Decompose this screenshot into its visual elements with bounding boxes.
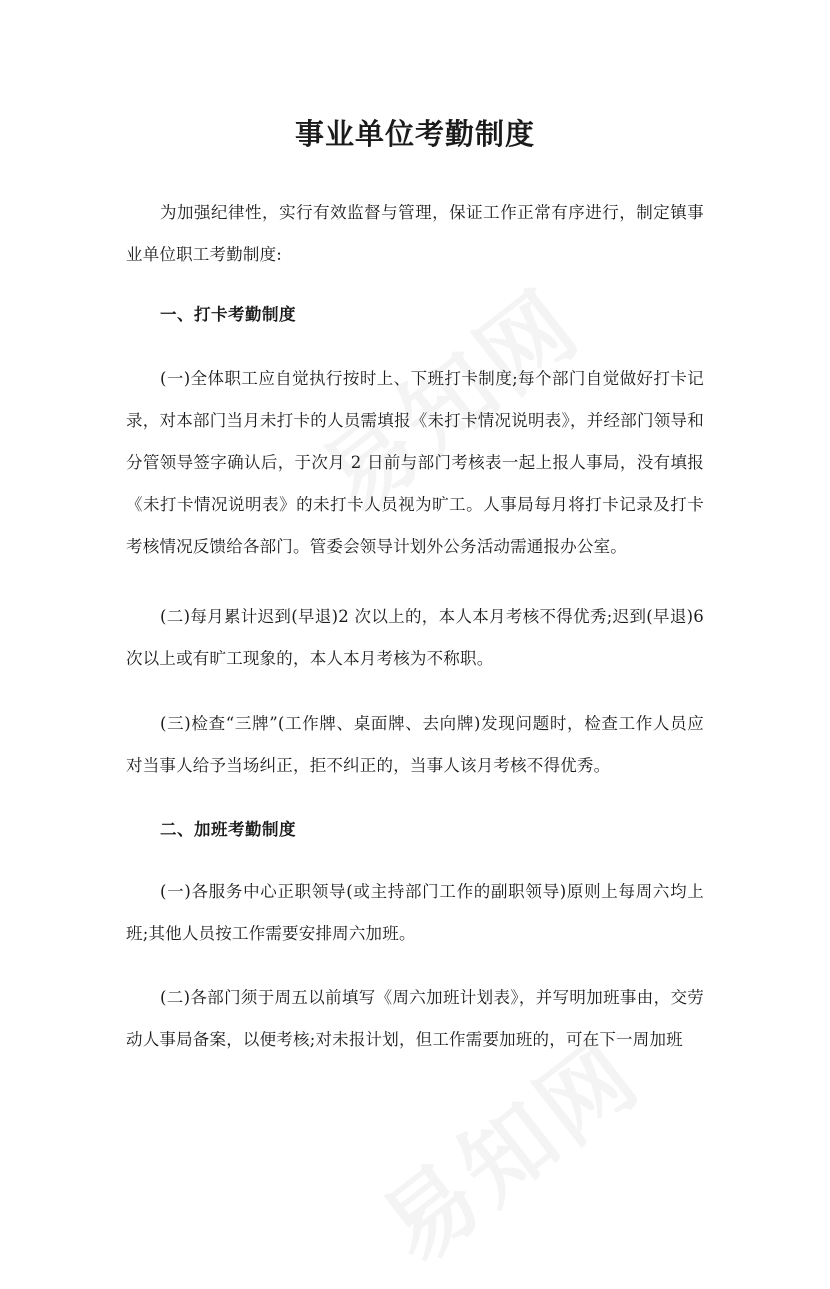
section-heading-overtime: 二、加班考勤制度 xyxy=(160,820,296,839)
paragraph: (二)每月累计迟到(早退)2 次以上的，本人本月考核不得优秀;迟到(早退)6次以上或有旷工现象的，本人本月考核为不称职。 xyxy=(126,607,704,668)
paragraph: (一)各服务中心正职领导(或主持部门工作的副职领导)原则上每周六均上班;其他人员按工作需要安排周六加班。 xyxy=(126,882,704,943)
intro-paragraph: 为加强纪律性，实行有效监督与管理，保证工作正常有序进行，制定镇事业单位职工考勤制度: xyxy=(126,203,704,264)
paragraph: (三)检查“三牌”(工作牌、桌面牌、去向牌)发现问题时，检查工作人员应对当事人给予当场纠正，拒不纠正的，当事人该月考核不得优秀。 xyxy=(126,714,704,775)
section-heading-clock-in: 一、打卡考勤制度 xyxy=(160,305,296,324)
paragraph: (二)各部门须于周五以前填写《周六加班计划表》，并写明加班事由，交劳动人事局备案，以便考核;对未报计划，但工作需要加班的，可在下一周加班 xyxy=(126,988,704,1049)
paragraph: (一)全体职工应自觉执行按时上、下班打卡制度;每个部门自觉做好打卡记录，对本部门当月未打卡的人员需填报《未打卡情况说明表》，并经部门领导和分管领导签字确认后，于次月 2 日前与部门考核表一起上报人事局，没有填报《未打卡情况说明表》的未打卡人员视为旷工。人事局每月将打卡记录及打卡考核情况反馈给各部门。管委会领导计划外公务活动需通报办公室。 xyxy=(126,369,704,556)
document-title: 事业单位考勤制度 xyxy=(294,117,535,151)
